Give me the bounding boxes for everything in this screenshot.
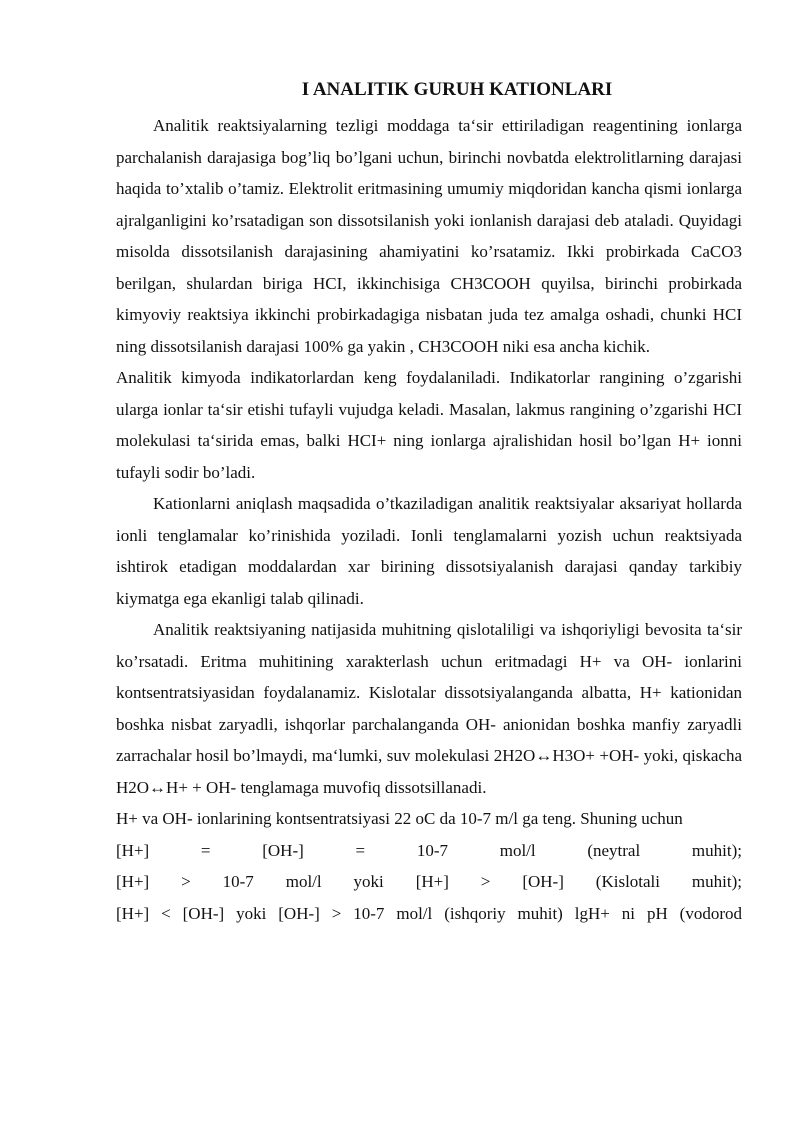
document-body (116, 110, 742, 929)
paragraph-indicators: Analitik kimyoda indikatorlardan keng foydalaniladi. Indikatorlar rangining o’zgarishi ularga ionlar ta‘sir etishi tufayli vujudga keladi. Masalan, lakmus rangining o’zgarishi HCI molekulasi ta‘sirida emas, balki HCI+ ning ionlarga ajralishidan hosil bo’lgan H+ ionni tufayli sodir bo’ladi. (116, 368, 742, 482)
paragraph-dissociation: Analitik reaktsiyalarning tezligi moddaga ta‘sir ettiriladigan reagentining ionlarga parchalanish darajasiga bog’liq bo’lgani uchun, birinchi novbatda elektrolitlarning darajasi haqida to’xtalib o’tamiz. Elektrolit eritmasining umumiy miqdoridan kancha qismi ionlarga ajralganligini ko’rsatadigan son dissotsilanish yoki ionlanish darajasi deb ataladi. Quyidagi misolda dissotsilanish darajasining ahamiyatini ko’rsatamiz. Ikki probirkada CaCO3 berilgan, shulardan biriga HCI, ikkinchisiga CH3COOH quyilsa, birinchi probirkada kimyoviy reaktsiya ikkinchi probirkadagiga nisbatan juda tez amalga oshadi, chunki HCI ning dissotsilanish darajasi 100% ga yakin , CH3COOH niki esa ancha kichik. (116, 116, 742, 356)
paragraph-ionic-equations: Kationlarni aniqlash maqsadida o’tkaziladigan analitik reaktsiyalar aksariyat hollarda ionli tenglamalar ko’rinishida yoziladi. Ionli tenglamalarni yozish uchun reaktsiyada ishtirok etadigan moddalardan xar birining dissotsiyalanish darajasi qanday tarkibiy kiymatga ega ekanligi talab qilinadi. (116, 494, 742, 608)
line-acidic: [H+] > 10-7 mol/l yoki [H+] > [OH-] (Kislotali muhit); (116, 872, 742, 891)
line-concentration: H+ va OH- ionlarining kontsentratsiyasi 22 oC da 10-7 m/l ga teng. Shuning uchun (116, 809, 683, 828)
page-title: I ANALITIK GURUH KATIONLARI (301, 79, 613, 100)
paragraph-medium: Analitik reaktsiyaning natijasida muhitning qislotaliligi va ishqoriyligi bevosita ta‘sir ko’rsatadi. Eritma muhitining xarakterlash uchun eritmadagi H+ va OH- ionlarini kontsentratsiyasidan foydalanamiz. Kislotalar dissotsiyalanganda albatta, H+ kationidan boshka nisbat zaryadli, ishqorlar parchalanganda OH- anionidan boshka manfiy zaryadli zarrachalar hosil bo’lmaydi, ma‘lumki, suv molekulasi 2H2O↔H3O+ +OH- yoki, qiskacha H2O↔H+ + OH- tenglamaga muvofiq dissotsillanadi. (116, 620, 742, 797)
line-basic: [H+] < [OH-] yoki [OH-] > 10-7 mol/l (ishqoriy muhit) lgH+ ni pH (vodorod (116, 903, 742, 923)
line-neutral: [H+] = [OH-] = 10-7 mol/l (neytral muhit); (116, 840, 742, 860)
